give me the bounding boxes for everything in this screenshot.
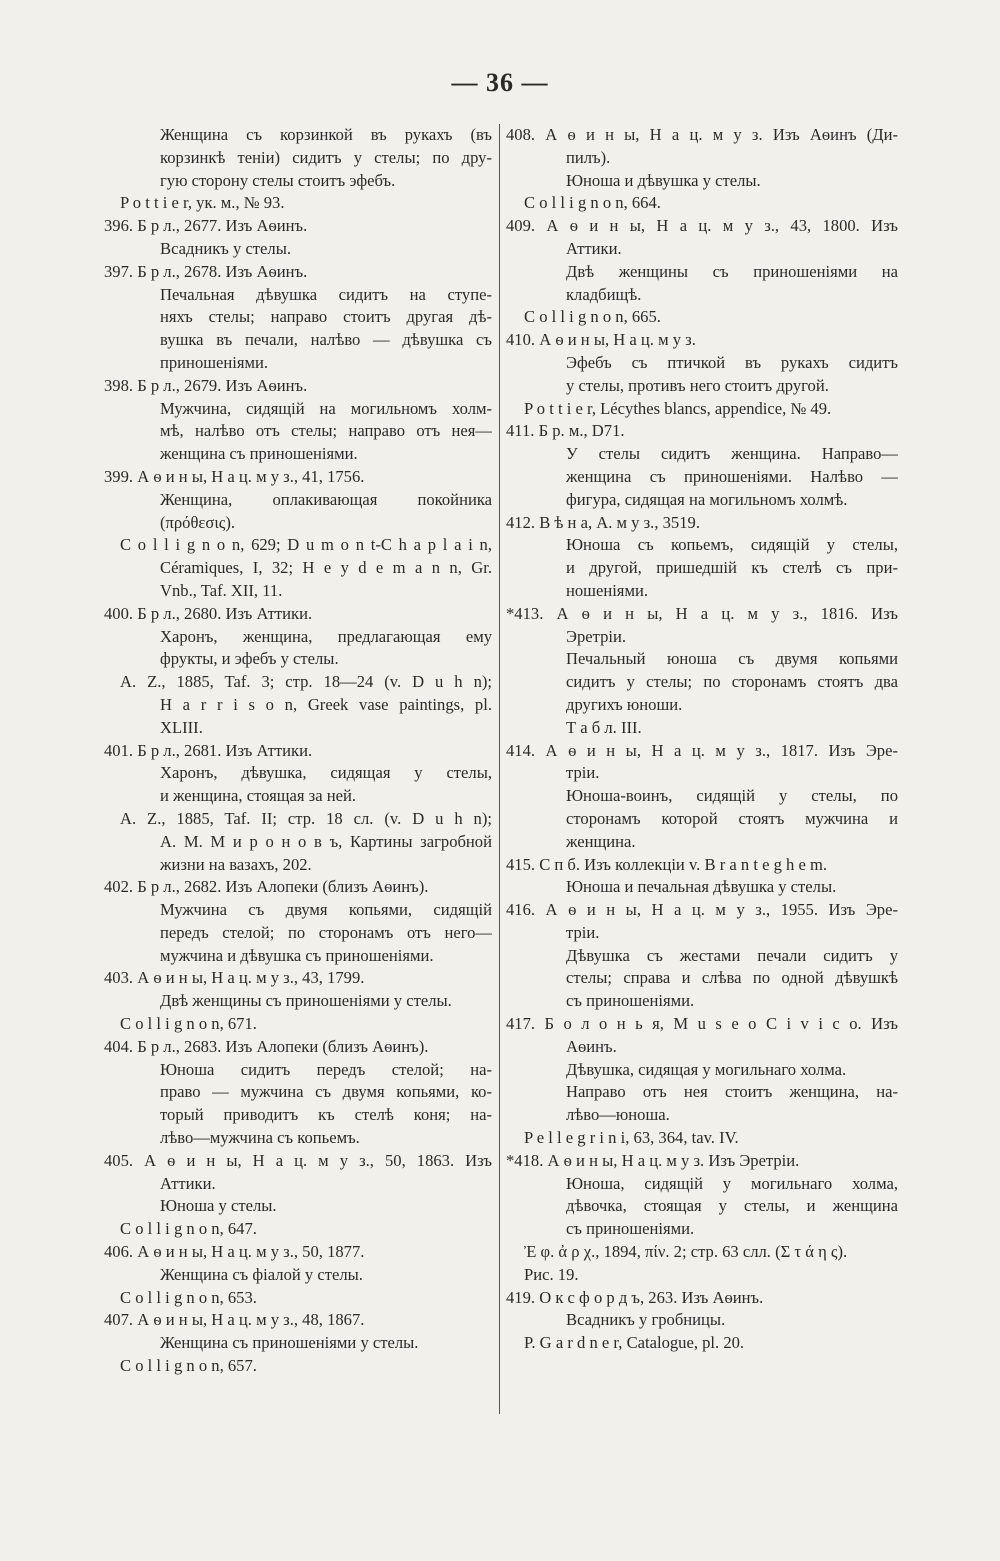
text-line: Vnb., Taf. XII, 11.: [160, 580, 283, 600]
text-line: и женщина, стоящая за ней.: [160, 786, 356, 806]
text-line: передъ стелой; по сторонамъ отъ него—: [160, 922, 492, 942]
text-line: Всадникъ у гробницы.: [566, 1310, 726, 1330]
text-line: фрукты, и эфебъ у стелы.: [160, 649, 339, 669]
text-line: C o l l i g n o n, 664.: [524, 193, 661, 213]
text-line: съ приношеніями.: [566, 991, 695, 1011]
text-line: 398. Б р л., 2679. Изъ Аѳинъ.: [104, 375, 308, 395]
text-line: C o l l i g n o n, 665.: [524, 307, 661, 327]
text-line: А. М. М и р о н о в ъ, Картины загробной: [160, 831, 492, 851]
left-column: [100, 124, 492, 1378]
text-line: Рис. 19.: [524, 1264, 579, 1284]
text-line: Юноша и печальная дѣвушка у стелы.: [566, 877, 837, 897]
text-line: Юноша и дѣвушка у стелы.: [566, 170, 761, 190]
text-line: у стелы, противъ него стоитъ другой.: [566, 375, 829, 395]
page-number: — 36 —: [451, 68, 549, 97]
text-line: пилъ).: [566, 147, 611, 167]
text-line: 396. Б р л., 2677. Изъ Аѳинъ.: [104, 216, 308, 236]
text-line: 410. А ѳ и н ы, Н а ц. м у з.: [506, 330, 696, 350]
right-column: [506, 124, 898, 1355]
text-line: съ приношеніями.: [566, 1219, 695, 1239]
text-line: лѣво—мужчина съ копьемъ.: [160, 1128, 360, 1148]
text-line: P o t t i e r, ук. м., № 93.: [120, 193, 285, 213]
text-line: Направо отъ нея стоитъ женщина, на-: [566, 1082, 898, 1102]
text-line: C o l l i g n o n, 657.: [120, 1356, 257, 1376]
text-line: P o t t i e r, Lécythes blancs, appendice, № 49.: [524, 398, 832, 418]
text-line: Двѣ женщины съ приношеніями на: [566, 261, 898, 281]
text-line: Мужчина съ двумя копьями, сидящій: [160, 900, 492, 920]
text-line: P. G a r d n e r, Catalogue, pl. 20.: [524, 1333, 745, 1353]
text-line: Женщина съ корзинкой въ рукахъ (въ: [160, 125, 492, 144]
text-line: 419. О к с ф о р д ъ, 263. Изъ Аѳинъ.: [506, 1287, 764, 1307]
text-line: Всадникъ у стелы.: [160, 238, 291, 258]
column-divider: [499, 124, 500, 1414]
text-line: Юноша, сидящій у могильнаго холма,: [566, 1173, 898, 1193]
text-line: мѣ, налѣво отъ стелы; направо отъ нея—: [160, 421, 492, 441]
text-line: Эретріи.: [566, 626, 627, 646]
text-line: Двѣ женщины съ приношеніями у стелы.: [160, 991, 452, 1011]
text-line: 408. А ѳ и н ы, Н а ц. м у з. Изъ Аѳинъ (Ди-: [506, 125, 898, 144]
text-line: Ἐ φ. ἀ ρ χ., 1894, πίν. 2; стр. 63 слл. (Σ τ ά η ς).: [524, 1242, 848, 1262]
text-line: Céramiques, I, 32; H e y d e m a n n, Gr.: [160, 558, 492, 578]
text-line: Женщина съ фіалой у стелы.: [160, 1264, 363, 1284]
text-line: 404. Б р л., 2683. Изъ Алопеки (близъ Аѳинъ).: [104, 1036, 429, 1056]
text-line: женщина.: [566, 831, 636, 851]
text-line: женщина съ приношеніями.: [160, 444, 358, 464]
text-line: Дѣвушка, сидящая у могильнаго холма.: [566, 1059, 847, 1079]
text-line: тріи.: [566, 763, 600, 783]
text-line: C o l l i g n o n, 647.: [120, 1219, 257, 1239]
text-line: кладбищѣ.: [566, 284, 642, 304]
text-line: Аѳинъ.: [566, 1036, 617, 1056]
text-line: Харонъ, женщина, предлагающая ему: [160, 626, 492, 646]
text-line: Харонъ, дѣвушка, сидящая у стелы,: [160, 763, 492, 783]
text-line: жизни на вазахъ, 202.: [160, 854, 312, 874]
text-line: Эфебъ съ птичкой въ рукахъ сидитъ: [566, 352, 898, 372]
text-line: вушка въ печали, налѣво — дѣвушка съ: [160, 330, 492, 350]
text-line: C o l l i g n o n, 653.: [120, 1287, 257, 1307]
text-line: сторонамъ которой стоятъ мужчина и: [566, 808, 898, 828]
text-line: Дѣвушка съ жестами печали сидитъ у: [566, 945, 898, 965]
text-line: H a r r i s o n, Greek vase paintings, pl.: [160, 694, 492, 714]
text-line: 412. В ѣ н а, А. м у з., 3519.: [506, 512, 700, 532]
text-line: A. Z., 1885, Taf. 3; стр. 18—24 (v. D u h n);: [120, 672, 492, 692]
text-line: ношеніями.: [566, 580, 648, 600]
text-line: Т а б л. III.: [566, 717, 642, 737]
text-line: мужчина и дѣвушка съ приношеніями.: [160, 945, 434, 965]
text-line: и другой, пришедшій къ стелѣ съ при-: [566, 558, 898, 578]
text-line: (πρόθεσις).: [160, 512, 236, 532]
text-line: P e l l e g r i n i, 63, 364, tav. IV.: [524, 1128, 739, 1148]
text-line: 397. Б р л., 2678. Изъ Аѳинъ.: [104, 261, 308, 281]
text-line: 409. А ѳ и н ы, Н а ц. м у з., 43, 1800. Изъ: [506, 216, 898, 236]
text-line: 411. Б р. м., D71.: [506, 421, 625, 441]
text-line: дѣвочка, стоящая у стелы, и женщина: [566, 1196, 898, 1216]
text-line: 405. А ѳ и н ы, Н а ц. м у з., 50, 1863. Изъ: [104, 1150, 492, 1170]
text-line: A. Z., 1885, Taf. II; стр. 18 сл. (v. D u h n);: [120, 808, 492, 828]
text-line: Аттики.: [160, 1173, 216, 1193]
text-line: *413. А ѳ и н ы, Н а ц. м у з., 1816. Изъ: [506, 603, 898, 623]
text-line: лѣво—юноша.: [566, 1105, 670, 1125]
text-line: стелы; справа и слѣва по одной дѣвушкѣ: [566, 968, 898, 988]
text-line: другихъ юноши.: [566, 694, 683, 714]
text-line: 416. А ѳ и н ы, Н а ц. м у з., 1955. Изъ Эре-: [506, 900, 898, 920]
text-line: 402. Б р л., 2682. Изъ Алопеки (близъ Аѳинъ).: [104, 877, 429, 897]
text-line: корзинкѣ теніи) сидитъ у стелы; по дру-: [160, 147, 492, 167]
text-line: торый приводитъ къ стелѣ коня; на-: [160, 1105, 492, 1125]
text-line: Печальная дѣвушка сидитъ на ступе-: [160, 284, 492, 304]
text-line: Юноша у стелы.: [160, 1196, 277, 1216]
text-line: 406. А ѳ и н ы, Н а ц. м у з., 50, 1877.: [104, 1242, 365, 1262]
text-line: няхъ стелы; направо стоитъ другая дѣ-: [160, 307, 492, 327]
text-line: тріи.: [566, 922, 600, 942]
text-line: 417. Б о л о н ь я, M u s e o C i v i c o. Изъ: [506, 1014, 898, 1034]
text-line: 400. Б р л., 2680. Изъ Аттики.: [104, 603, 313, 623]
text-line: 414. А ѳ и н ы, Н а ц. м у з., 1817. Изъ Эре-: [506, 740, 898, 760]
text-line: 415. С п б. Изъ коллекціи v. B r a n t e g h e m.: [506, 854, 828, 874]
text-line: приношеніями.: [160, 352, 269, 372]
text-line: 401. Б р л., 2681. Изъ Аттики.: [104, 740, 313, 760]
text-line: гую сторону стелы стоитъ эфебъ.: [160, 170, 396, 190]
text-line: Женщина съ приношеніями у стелы.: [160, 1333, 419, 1353]
text-line: фигура, сидящая на могильномъ холмѣ.: [566, 489, 848, 509]
text-line: C o l l i g n o n, 629; D u m o n t-C h a p l a i n,: [120, 535, 492, 555]
text-line: XLIII.: [160, 717, 203, 737]
text-line: Мужчина, сидящій на могильномъ холм-: [160, 398, 492, 418]
text-line: женщина съ приношеніями. Налѣво —: [566, 466, 898, 486]
text-line: Юноша съ копьемъ, сидящій у стелы,: [566, 535, 898, 555]
text-line: *418. А ѳ и н ы, Н а ц. м у з. Изъ Эретріи.: [506, 1150, 800, 1170]
text-line: 403. А ѳ и н ы, Н а ц. м у з., 43, 1799.: [104, 968, 365, 988]
text-line: сидитъ у стелы; по сторонамъ стоятъ два: [566, 672, 898, 692]
text-line: У стелы сидитъ женщина. Направо—: [566, 444, 898, 464]
text-line: Юноша-воинъ, сидящій у стелы, по: [566, 786, 898, 806]
text-line: Печальный юноша съ двумя копьями: [566, 649, 898, 669]
text-line: C o l l i g n o n, 671.: [120, 1014, 257, 1034]
text-line: Женщина, оплакивающая покойника: [160, 489, 492, 509]
text-line: Юноша сидитъ передъ стелой; на-: [160, 1059, 492, 1079]
text-line: право — мужчина съ двумя копьями, ко-: [160, 1082, 492, 1102]
text-line: 399. А ѳ и н ы, Н а ц. м у з., 41, 1756.: [104, 466, 365, 486]
text-line: Аттики.: [566, 238, 622, 258]
text-line: 407. А ѳ и н ы, Н а ц. м у з., 48, 1867.: [104, 1310, 365, 1330]
